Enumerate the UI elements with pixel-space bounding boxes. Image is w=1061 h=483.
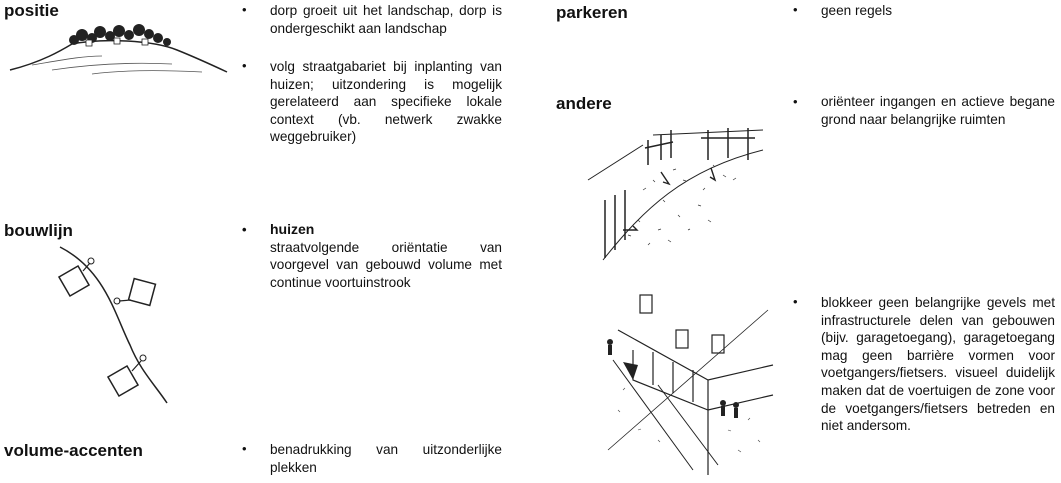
- bullet-icon: •: [793, 294, 798, 309]
- building-line-sketch: [55, 245, 170, 405]
- bullet-icon: •: [242, 2, 247, 17]
- andere-item-1: oriënteer ingangen en actieve begane grond naar belangrijke ruimten: [821, 94, 1055, 127]
- heading-volume-accenten: volume-accenten: [4, 441, 143, 460]
- volume-accenten-item-1: benadrukking van uitzonderlijke plekken: [270, 442, 502, 475]
- village-hill-sketch: [2, 20, 232, 80]
- bullet-icon: •: [242, 222, 247, 237]
- bullet-icon: •: [242, 441, 247, 456]
- parkeren-item-1: geen regels: [821, 3, 893, 18]
- garage-access-sketch: [598, 290, 778, 475]
- heading-parkeren: parkeren: [556, 3, 628, 22]
- bouwlijn-item-text: straatvolgende oriëntatie van voorgevel van gebouwd volume met continue voortuinstrook: [270, 239, 502, 290]
- bullet-icon: •: [793, 2, 798, 17]
- heading-positie: positie: [4, 1, 59, 20]
- bouwlijn-item-title: huizen: [270, 221, 315, 237]
- square-entrances-sketch: [583, 120, 773, 265]
- positie-item-1: dorp groeit uit het landschap, dorp is ondergeschikt aan landschap: [270, 3, 502, 36]
- positie-item-2: volg straatgabariet bij inplanting van huizen; uitzondering is mogelijk gerelateerd aan specifieke lokale context (vb. netwerk zwakke weggebruiker): [270, 59, 502, 145]
- andere-item-2: blokkeer geen belangrijke gevels met infrastructurele delen van gebouwen (bijv. garagetoegang), garagetoegang mag geen barrière vormen voor voetgangers/fietsers. visueel duidelijk maken dat de voertuigen de zone voor de voetgangers/fietsers betreden en niet andersom.: [821, 295, 1055, 434]
- bullet-icon: •: [793, 94, 798, 109]
- bouwlijn-item: [270, 221, 502, 291]
- heading-bouwlijn: bouwlijn: [4, 221, 73, 240]
- heading-andere: andere: [556, 94, 612, 113]
- bullet-icon: •: [242, 58, 247, 73]
